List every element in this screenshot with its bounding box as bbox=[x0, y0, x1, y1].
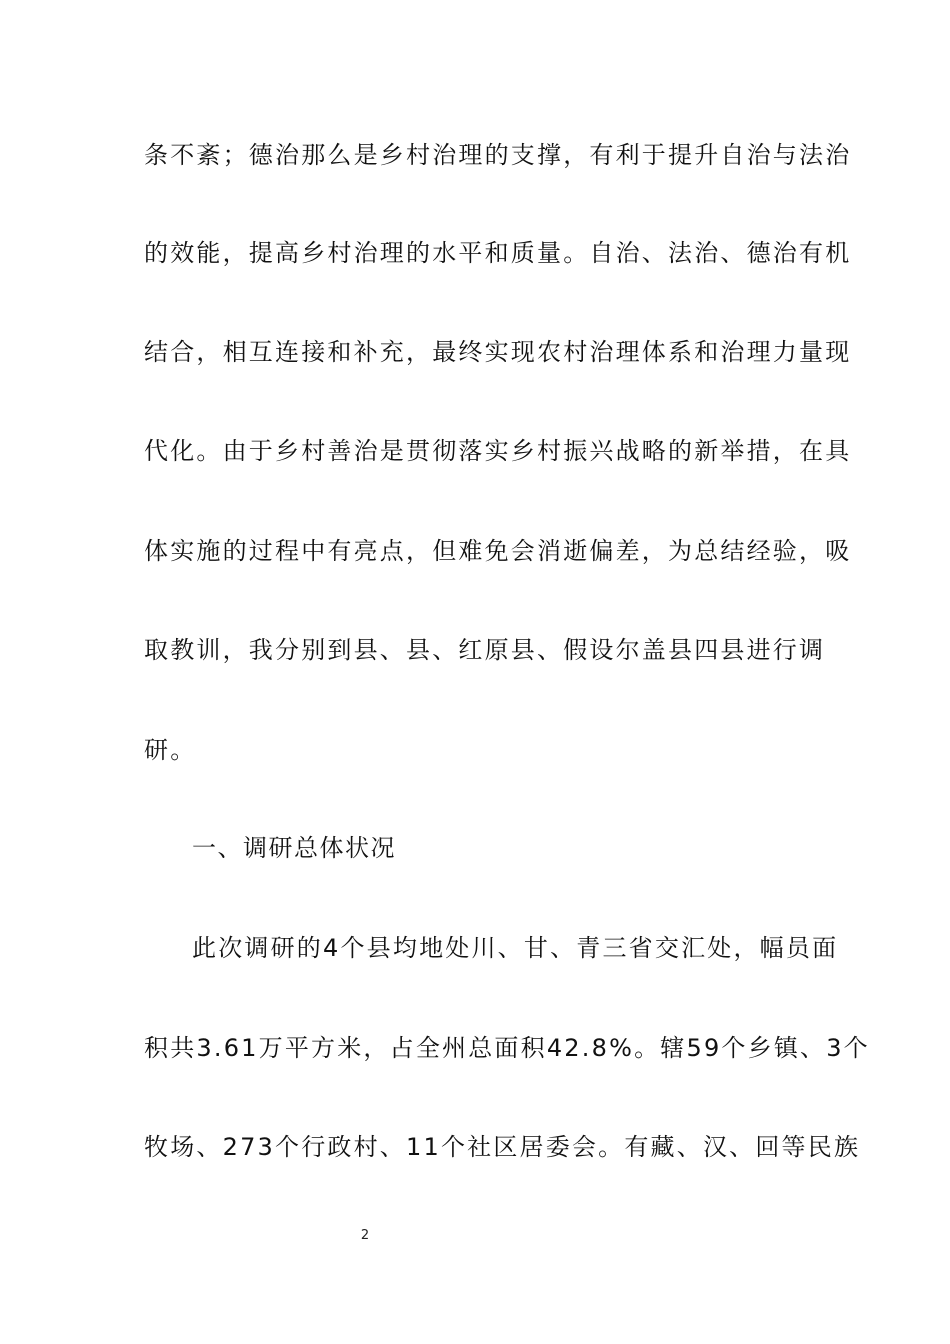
body-text-line: 体实施的过程中有亮点，但难免会消逝偏差，为总结经验，吸 bbox=[144, 537, 852, 565]
page-number: 2 bbox=[360, 1228, 370, 1243]
body-text-line: 代化。由于乡村善治是贯彻落实乡村振兴战略的新举措，在具 bbox=[144, 437, 852, 465]
body-text-line: 此次调研的4个县均地处川、甘、青三省交汇处，幅员面 bbox=[192, 934, 839, 962]
section-heading: 一、调研总体状况 bbox=[192, 834, 396, 862]
body-text-line: 牧场、273个行政村、11个社区居委会。有藏、汉、回等民族 bbox=[144, 1133, 861, 1161]
body-text-line: 条不紊；德治那么是乡村治理的支撑，有利于提升自治与法治 bbox=[144, 141, 852, 169]
body-text-line: 研。 bbox=[144, 736, 197, 764]
body-text-line: 结合，相互连接和补充，最终实现农村治理体系和治理力量现 bbox=[144, 338, 852, 366]
body-text-line: 的效能，提高乡村治理的水平和质量。自治、法治、德治有机 bbox=[144, 239, 852, 267]
body-text-line: 积共3.61万平方米，占全州总面积42.8%。辖59个乡镇、3个 bbox=[144, 1034, 870, 1062]
body-text-line: 取教训，我分别到县、县、红原县、假设尔盖县四县进行调 bbox=[144, 636, 826, 664]
